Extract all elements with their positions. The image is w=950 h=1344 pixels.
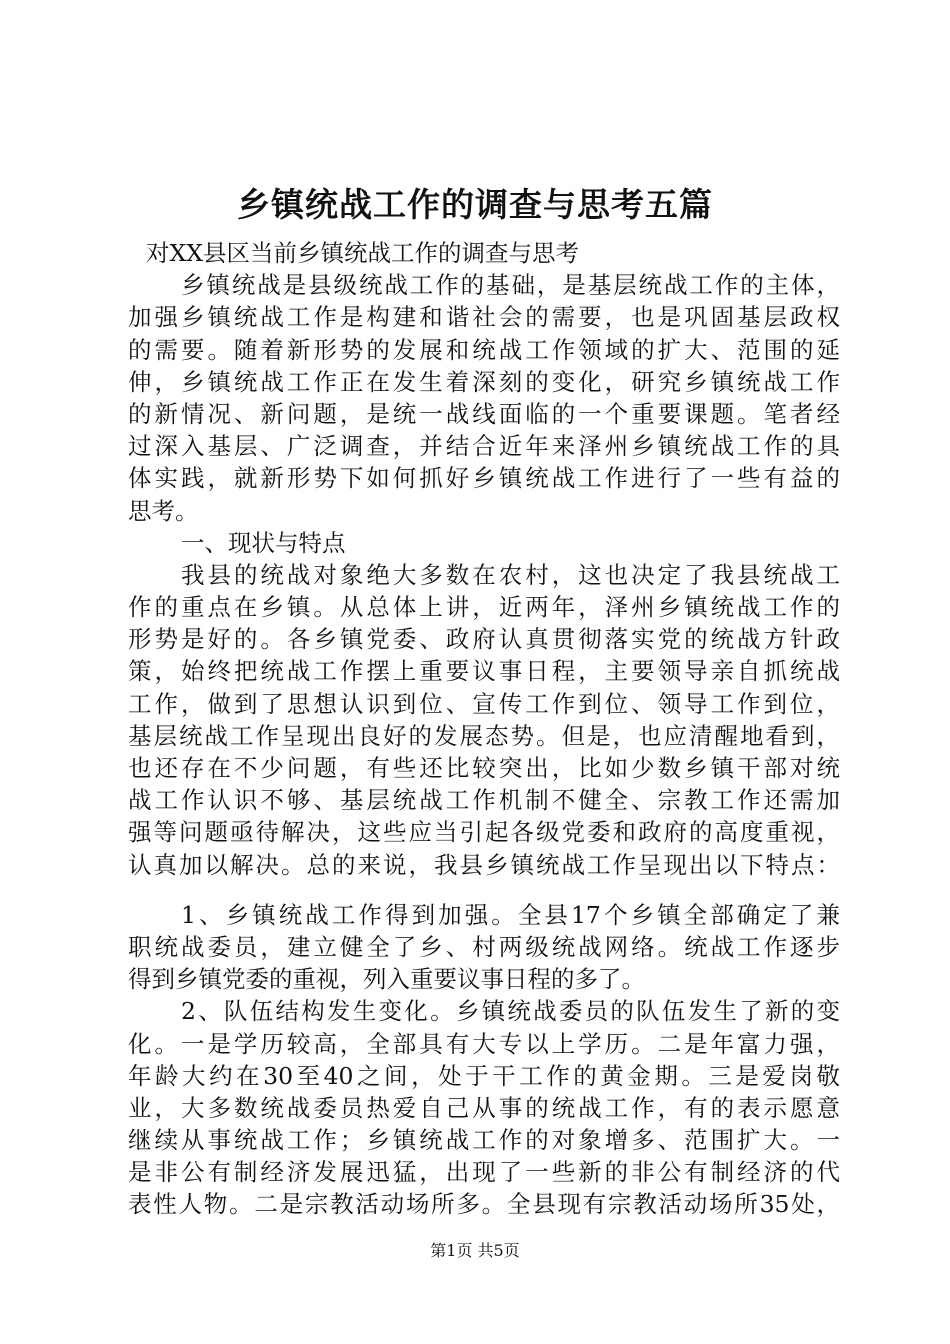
body-line: 的需要。随着新形势的发展和统战工作领域的扩大、范围的延 (128, 335, 840, 364)
body-line: 2、队伍结构发生变化。乡镇统战委员的队伍发生了新的变 (181, 997, 840, 1026)
body-line: 过深入基层、广泛调查，并结合近年来泽州乡镇统战工作的具 (128, 432, 840, 461)
body-line: 年龄大约在30至40之间，处于干工作的黄金期。三是爱岗敬 (128, 1061, 840, 1090)
body-line: 乡镇统战是县级统战工作的基础，是基层统战工作的主体， (181, 271, 840, 300)
body-line: 策，始终把统战工作摆上重要议事日程，主要领导亲自抓统战 (128, 657, 840, 686)
body-line: 强等问题亟待解决，这些应当引起各级党委和政府的高度重视， (128, 818, 840, 847)
body-line: 基层统战工作呈现出良好的发展态势。但是，也应清醒地看到， (128, 721, 840, 750)
body-line: 我县的统战对象绝大多数在农村，这也决定了我县统战工 (181, 560, 840, 589)
body-line: 也还存在不少问题，有些还比较突出，比如少数乡镇干部对统 (128, 754, 840, 782)
body-line: 表性人物。二是宗教活动场所多。全县现有宗教活动场所35处， (128, 1190, 840, 1219)
document-body (128, 237, 840, 1221)
body-line: 作的重点在乡镇。从总体上讲，近两年，泽州乡镇统战工作的 (128, 593, 840, 622)
body-line: 战工作认识不够、基层统战工作机制不健全、宗教工作还需加 (128, 786, 840, 815)
body-line: 加强乡镇统战工作是构建和谐社会的需要，也是巩固基层政权 (128, 303, 840, 332)
body-line: 认真加以解决。总的来说，我县乡镇统战工作呈现出以下特点： (128, 850, 840, 879)
page-footer: 第1页 共5页 (430, 1241, 520, 1260)
body-line: 工作，做到了思想认识到位、宣传工作到位、领导工作到位， (128, 689, 840, 718)
body-line: 职统战委员，建立健全了乡、村两级统战网络。统战工作逐步 (128, 932, 840, 961)
document-title: 乡镇统战工作的调查与思考五篇 (237, 185, 713, 224)
body-line: 思考。 (128, 496, 199, 525)
body-line: 伸，乡镇统战工作正在发生着深刻的变化，研究乡镇统战工作 (128, 367, 840, 396)
body-line: 体实践，就新形势下如何抓好乡镇统战工作进行了一些有益的 (128, 464, 840, 493)
body-line: 化。一是学历较高，全部具有大专以上学历。二是年富力强， (128, 1029, 840, 1058)
body-line: 形势是好的。各乡镇党委、政府认真贯彻落实党的统战方针政 (128, 625, 840, 654)
body-line: 1、乡镇统战工作得到加强。全县17个乡镇全部确定了兼 (181, 900, 840, 929)
section-heading: 一、现状与特点 (181, 528, 346, 557)
body-line: 业，大多数统战委员热爱自己从事的统战工作，有的表示愿意 (128, 1093, 840, 1122)
body-line: 得到乡镇党委的重视，列入重要议事日程的多了。 (128, 965, 645, 994)
body-line: 继续从事统战工作；乡镇统战工作的对象增多、范围扩大。一 (128, 1126, 840, 1155)
body-line: 是非公有制经济发展迅猛，出现了一些新的非公有制经济的代 (128, 1158, 840, 1187)
body-line: 的新情况、新问题，是统一战线面临的一个重要课题。笔者经 (128, 399, 840, 428)
subtitle-line: 对XX县区当前乡镇统战工作的调查与思考 (146, 239, 579, 267)
